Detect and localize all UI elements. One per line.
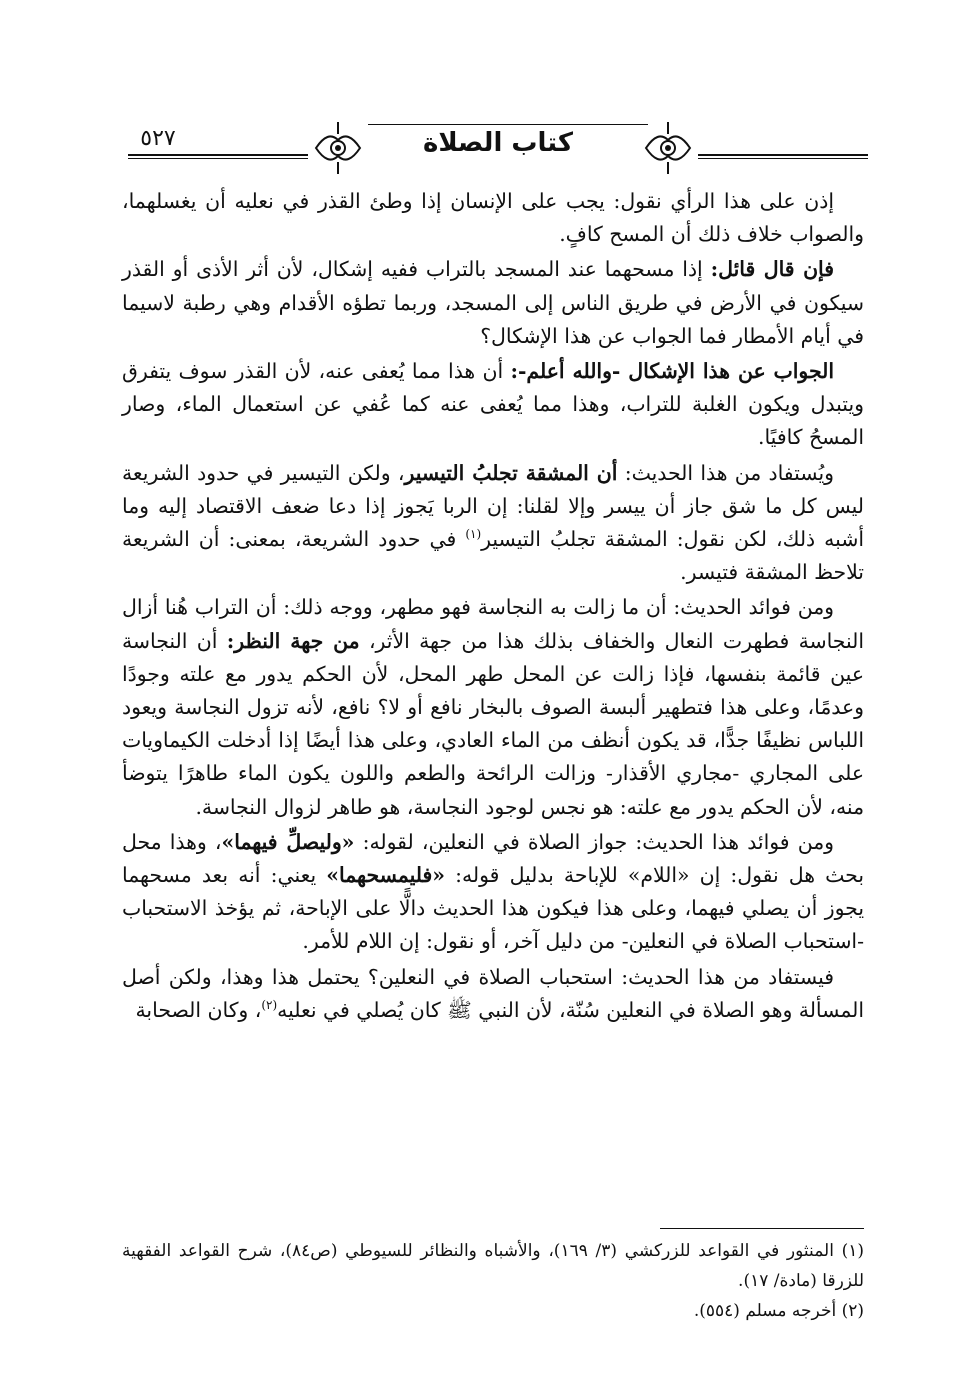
footnote-ref-2[interactable]: (٢)	[261, 998, 278, 1013]
footnote-1: (١) المنثور في القواعد للزركشي (٣/ ١٦٩)، والأشباه والنظائر للسيوطي (ص٨٤)، شرح القواعد الفقهية للزرقا (مادة/ ١٧).	[122, 1241, 865, 1291]
paragraph-3	[122, 355, 864, 455]
paragraph-2	[122, 253, 864, 353]
header-rule-left-thin	[128, 158, 308, 159]
main-text	[122, 185, 864, 1029]
paragraph-1	[122, 185, 864, 251]
header-rule-center	[368, 124, 648, 125]
paragraph-5	[122, 591, 864, 823]
footnotes	[122, 1236, 864, 1326]
hadith-quote-2: «فليمسحهما»	[326, 863, 445, 888]
paragraph-7-text-b: ، وكان الصحابة	[135, 997, 262, 1022]
footnote-separator	[660, 1228, 864, 1229]
paragraph-3-text: أن هذا مما يُعفى عنه، لأن القذر سوف يتفرق ويتبدل ويكون الغلبة للتراب، وهذا مما يُعفى عنه كما عُفي عن استعمال الماء، وصار المسحُ كافيًا.	[122, 359, 864, 450]
left-ornament-icon	[308, 118, 368, 178]
header-rule-right-thin	[698, 158, 868, 159]
answer-lead: الجواب عن هذا الإشكال -والله أعلم-:	[510, 359, 834, 384]
header-rule-right	[698, 154, 868, 156]
right-ornament-icon	[638, 118, 698, 178]
paragraph-5-text-c: أن النجاسة عين قائمة بنفسها، فإذا زالت عن المحل طهر المحل، لأن الحكم يدور مع علته وجودًا وعدمًا، وعلى هذا فتطهير ألبسة الصوف بالبخار نافع أو لا؟ نافع، لأنه تزول النجاسة ويعود اللباس نظيفًا جدًّا، قد يكون أنظف من الماء العادي، وعلى هذا أيضًا إذا أدخلت الكيماويات على المجاري -مجاري الأقذار- وزالت الرائحة والطعم واللون يكون الماء طاهرًا يتوضأ منه، لأن الحكم يدور مع علته: هو نجس لوجود النجاسة، هو طاهر لزوال النجاسة.	[122, 628, 864, 819]
paragraph-2-text: إذا مسحهما عند المسجد بالتراب ففيه إشكال، لأن أثر الأذى أو القذر سيكون في الأرض في طريق الناس إلى المسجد، وربما تطؤه الأقدام وهي رطبة لاسيما في أيام الأمطار فما الجواب عن هذا الإشكال؟	[122, 257, 864, 348]
paragraph-6	[122, 826, 864, 959]
paragraph-6-text-c: ، وهذا محل بحث هل نقول: إن «اللام» للإباحة بدليل قوله:	[122, 829, 864, 888]
chapter-title: كتاب الصلاة	[422, 128, 574, 158]
paragraph-1-text: إذن على هذا الرأي نقول: يجب على الإنسان إذا وطئ القذر في نعليه أن يغسلهما، والصواب خلاف ذلك أن المسح كافٍ.	[122, 189, 864, 247]
paragraph-4-text-d: في حدود الشريعة، بمعنى: أن الشريعة تلاحظ المشقة فتيسر.	[122, 527, 864, 585]
paragraph-6-text-a: ومن فوائد هذا الحديث: جواز الصلاة في النعلين، لقوله:	[354, 829, 835, 854]
hadith-quote-1: «وليصلِّ فيهما»	[221, 829, 355, 854]
paragraph-5-text-a: ومن فوائد الحديث: أن ما زالت به النجاسة فهو مطهر، ووجه ذلك: أن التراب هُنا أزال النجاسة فطهرت النعال والخفاف بذلك هذا من جهة الأثر،	[122, 595, 864, 653]
paragraph-5-emphasis: من جهة النظر:	[226, 628, 360, 653]
header-rule-left	[128, 154, 308, 156]
paragraph-4	[122, 457, 864, 590]
footnote-ref-1[interactable]: (١)	[465, 527, 482, 542]
paragraph-7-text-a: فيستفاد من هذا الحديث: استحباب الصلاة في النعلين؟ يحتمل هذا وهذا، ولكن أصل المسألة وهو الصلاة في النعلين سُنّة، لأن النبي ﷺ كان يُصلي في نعليه	[122, 964, 864, 1022]
page-header	[118, 118, 870, 178]
paragraph-7	[122, 961, 864, 1027]
footnote-2: (٢) أخرجه مسلم (٥٥٤).	[693, 1301, 864, 1321]
page-number: ٥٢٧	[140, 126, 176, 151]
paragraph-4-text-c: ، ولكن التيسير في حدود الشريعة ليس كل ما شق جاز أن ييسر وإلا لقلنا: إن الربا يَجوز إذا دعا ضعف الاقتصاد إليه وما أشبه ذلك، لكن نقول: المشقة تجلبُ التيسير	[122, 460, 864, 552]
paragraph-4-text-a: ويُستفاد من هذا الحديث:	[617, 460, 834, 485]
paragraph-4-emphasis: أن المشقة تجلبُ التيسير	[404, 460, 618, 485]
paragraph-6-text-e: يعني: أنه بعد مسحهما يجوز أن يصلي فيهما، وعلى هذا فيكون هذا الحديث دالًّا على الإباحة، ثم يؤخذ الاستحباب -استحباب الصلاة في النعلين- من دليل آخر، أو نقول: إن اللام للأمر.	[122, 863, 864, 954]
question-lead: فإن قال قائل:	[710, 257, 835, 282]
